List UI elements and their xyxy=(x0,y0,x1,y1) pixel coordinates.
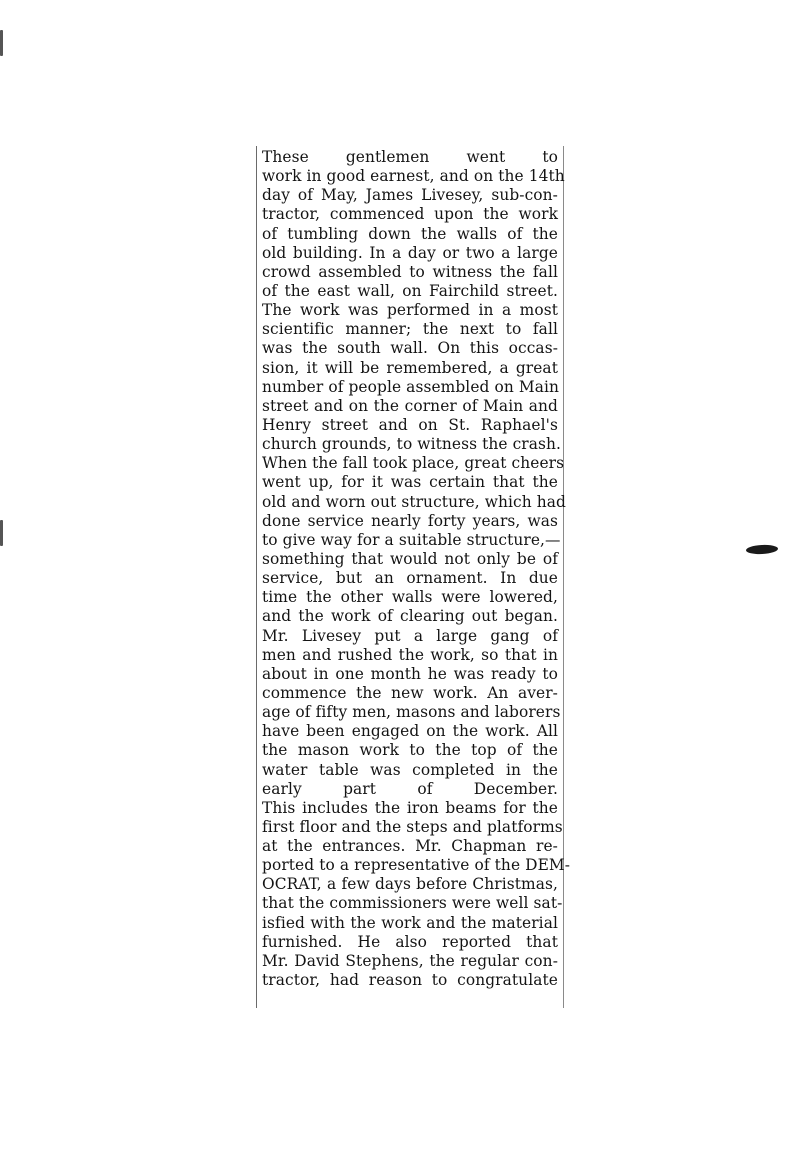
article-line: Mr. David Stephens, the regular con- xyxy=(262,951,558,970)
article-line: tractor, had reason to congratulate xyxy=(262,971,558,990)
article-line: time the other walls were lowered, xyxy=(262,588,558,607)
article-line: day of May, James Livesey, sub-con- xyxy=(262,186,558,205)
article-column xyxy=(262,148,571,990)
article-line: done service nearly forty years, was xyxy=(262,511,558,530)
article-line: water table was completed in the xyxy=(262,760,558,779)
article-line: furnished. He also reported that xyxy=(262,932,558,951)
article-line: of the east wall, on Fairchild street. xyxy=(262,281,558,300)
article-line: to give way for a suitable structure,— xyxy=(262,530,561,549)
article-line: something that would not only be of xyxy=(262,549,558,568)
article-line: church grounds, to witness the crash. xyxy=(262,435,562,454)
article-line: about in one month he was ready to xyxy=(262,664,558,683)
page-edge-mark xyxy=(0,30,3,56)
article-line: early part of December. xyxy=(262,779,558,798)
article-line: first floor and the steps and platforms xyxy=(262,817,563,836)
article-line: at the entrances. Mr. Chapman re- xyxy=(262,837,558,856)
article-line: have been engaged on the work. All xyxy=(262,722,558,741)
article-line: old and worn out structure, which had xyxy=(262,492,567,511)
article-line: scientific manner; the next to fall xyxy=(262,320,558,339)
article-line: service, but an ornament. In due xyxy=(262,569,558,588)
article-line: was the south wall. On this occas- xyxy=(262,339,558,358)
article-line: went up, for it was certain that the xyxy=(262,473,558,492)
article-line: age of fifty men, masons and laborers xyxy=(262,703,561,722)
article-line: ported to a representative of the DEM- xyxy=(262,856,571,875)
article-line: sion, it will be remembered, a great xyxy=(262,358,558,377)
page-edge-mark xyxy=(0,520,3,546)
article-line: number of people assembled on Main xyxy=(262,377,560,396)
article-line: Henry street and on St. Raphael's xyxy=(262,415,558,434)
article-line: commence the new work. An aver- xyxy=(262,683,558,702)
article-line: When the fall took place, great cheers xyxy=(262,454,565,473)
article-line: The work was performed in a most xyxy=(262,301,558,320)
article-line: old building. In a day or two a large xyxy=(262,243,558,262)
article-line: isfied with the work and the material xyxy=(262,913,558,932)
article-line: street and on the corner of Main and xyxy=(262,396,558,415)
article-line: the mason work to the top of the xyxy=(262,741,558,760)
article-line: and the work of clearing out began. xyxy=(262,607,558,626)
article-line: These gentlemen went to xyxy=(262,148,558,166)
article-line: tractor, commenced upon the work xyxy=(262,205,558,224)
article-line: This includes the iron beams for the xyxy=(262,798,558,817)
article-line: Mr. Livesey put a large gang of xyxy=(262,626,558,645)
article-line: of tumbling down the walls of the xyxy=(262,224,558,243)
ink-smudge xyxy=(746,544,778,555)
article-line: men and rushed the work, so that in xyxy=(262,645,558,664)
article-line: work in good earnest, and on the 14th xyxy=(262,167,565,186)
article-line: that the commissioners were well sat- xyxy=(262,894,563,913)
article-line: crowd assembled to witness the fall xyxy=(262,262,558,281)
article-line: OCRAT, a few days before Christmas, xyxy=(262,875,558,894)
